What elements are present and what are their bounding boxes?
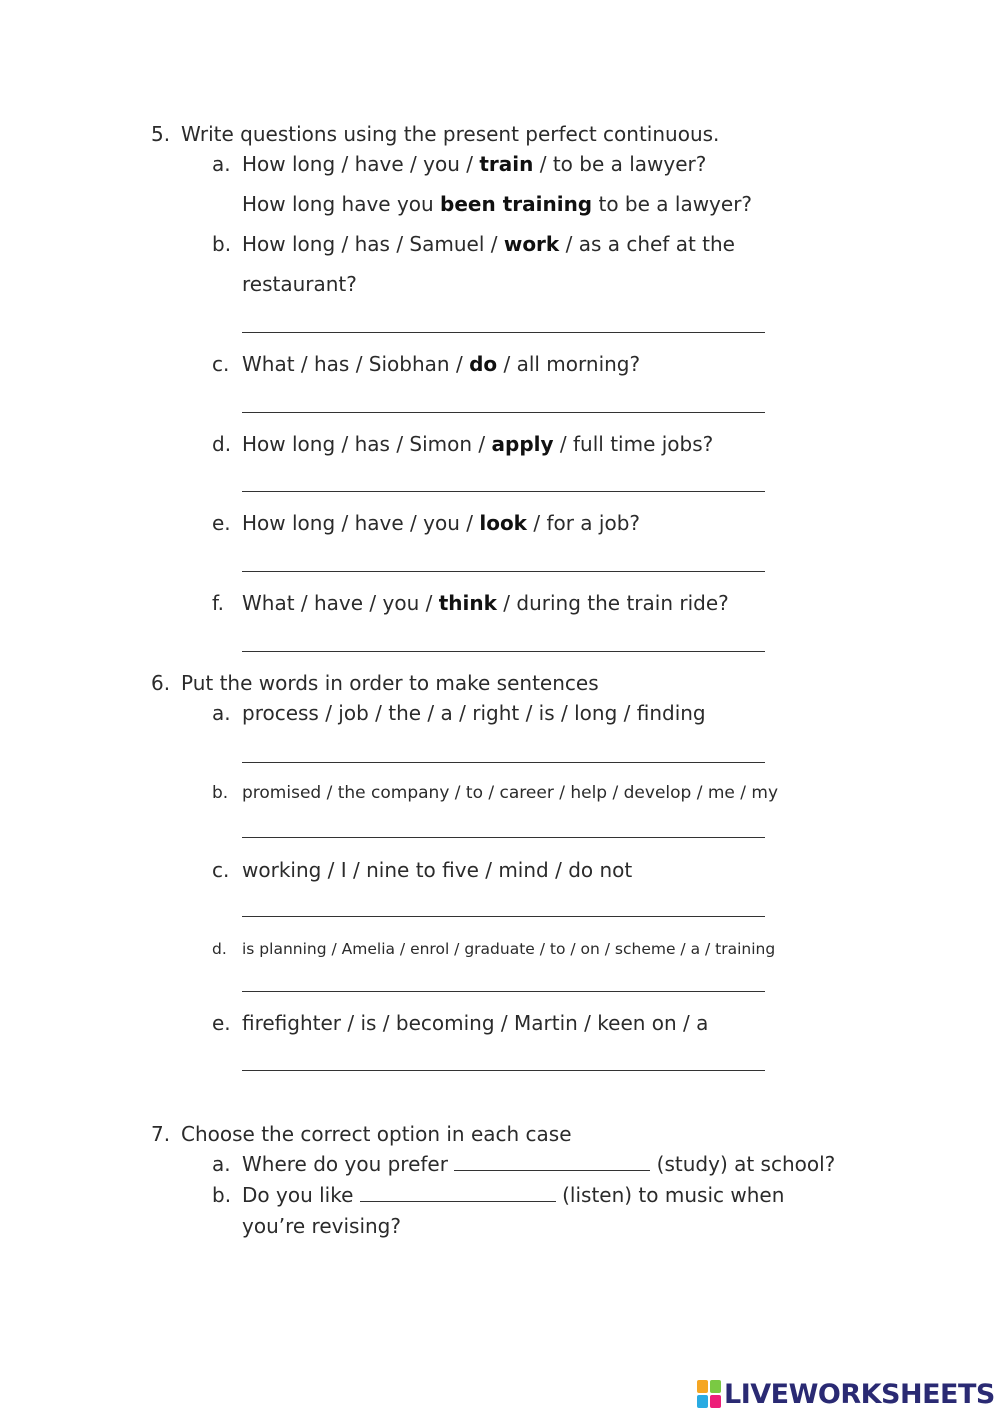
- section-6-number: 6.: [151, 671, 171, 695]
- item-6a-prompt: process / job / the / a / right / is / long / finding: [242, 701, 706, 725]
- item-6c-letter: c.: [212, 858, 230, 882]
- logo-mark-icon: [697, 1380, 721, 1408]
- item-5e-letter: e.: [212, 511, 231, 535]
- item-5b-prompt: How long / has / Samuel / work / as a chef at the: [242, 232, 735, 256]
- item-5f-prompt: What / have / you / think / during the train ride?: [242, 591, 729, 615]
- section-5-number: 5.: [151, 122, 171, 146]
- answer-line-5d[interactable]: [242, 491, 765, 492]
- item-7a-prompt: Where do you prefer (study) at school?: [242, 1152, 836, 1176]
- answer-line-6b[interactable]: [242, 837, 765, 838]
- fill-blank-7b[interactable]: [360, 1183, 556, 1202]
- item-6e-letter: e.: [212, 1011, 231, 1035]
- answer-line-5e[interactable]: [242, 571, 765, 572]
- fill-blank-7a[interactable]: [454, 1152, 650, 1171]
- item-7b-prompt: Do you like (listen) to music when: [242, 1183, 785, 1207]
- item-6d-letter: d.: [212, 940, 227, 958]
- answer-line-6e[interactable]: [242, 1070, 765, 1071]
- item-5a-letter: a.: [212, 152, 231, 176]
- answer-line-5c[interactable]: [242, 412, 765, 413]
- item-5b-prompt-cont: restaurant?: [242, 272, 357, 296]
- item-6b-prompt: promised / the company / to / career / help / develop / me / my: [242, 783, 779, 803]
- item-7b-letter: b.: [212, 1183, 232, 1207]
- answer-line-6a[interactable]: [242, 762, 765, 763]
- item-6b-letter: b.: [212, 783, 229, 803]
- section-7-title: Choose the correct option in each case: [181, 1122, 572, 1146]
- liveworksheets-logo[interactable]: [697, 1378, 995, 1410]
- item-6a-letter: a.: [212, 701, 231, 725]
- answer-line-5b[interactable]: [242, 332, 765, 333]
- item-5a-example-answer: How long have you been training to be a lawyer?: [242, 192, 753, 216]
- section-7-number: 7.: [151, 1122, 171, 1146]
- item-5c-prompt: What / has / Siobhan / do / all morning?: [242, 352, 641, 376]
- item-5d-prompt: How long / has / Simon / apply / full time jobs?: [242, 432, 714, 456]
- item-7a-letter: a.: [212, 1152, 231, 1176]
- answer-line-6c[interactable]: [242, 916, 765, 917]
- section-6-title: Put the words in order to make sentences: [181, 671, 599, 695]
- item-5c-letter: c.: [212, 352, 230, 376]
- item-6c-prompt: working / I / nine to five / mind / do not: [242, 858, 633, 882]
- item-5a-prompt: How long / have / you / train / to be a lawyer?: [242, 152, 707, 176]
- answer-line-5f[interactable]: [242, 651, 765, 652]
- item-5b-letter: b.: [212, 232, 232, 256]
- answer-line-6d[interactable]: [242, 991, 765, 992]
- section-5-title: Write questions using the present perfect continuous.: [181, 122, 720, 146]
- item-5f-letter: f.: [212, 591, 224, 615]
- logo-text: LIVEWORKSHEETS: [724, 1378, 995, 1410]
- item-7b-prompt-cont: you’re revising?: [242, 1214, 401, 1238]
- item-5e-prompt: How long / have / you / look / for a job?: [242, 511, 641, 535]
- item-6d-prompt: is planning / Amelia / enrol / graduate / to / on / scheme / a / training: [242, 940, 776, 958]
- item-5d-letter: d.: [212, 432, 232, 456]
- item-6e-prompt: firefighter / is / becoming / Martin / keen on / a: [242, 1011, 709, 1035]
